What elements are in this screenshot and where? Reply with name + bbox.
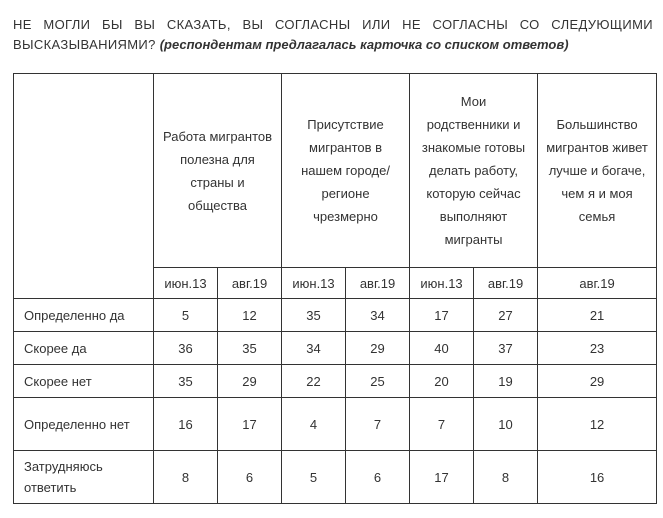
period-header: авг.19 <box>538 268 657 299</box>
table-cell: 16 <box>154 398 218 451</box>
question-text: НЕ МОГЛИ БЫ ВЫ СКАЗАТЬ, ВЫ СОГЛАСНЫ ИЛИ НЕ СОГЛАСНЫ СО СЛЕДУЮЩИМИ ВЫСКАЗЫВАНИЯМИ? <box>13 17 653 52</box>
table-cell: 6 <box>218 451 282 504</box>
table-cell: 7 <box>410 398 474 451</box>
table-cell: 5 <box>154 299 218 332</box>
table-cell: 34 <box>346 299 410 332</box>
header-corner <box>14 268 154 299</box>
table-cell: 29 <box>346 332 410 365</box>
table-cell: 12 <box>218 299 282 332</box>
table-cell: 35 <box>218 332 282 365</box>
row-label: Скорее нет <box>14 365 154 398</box>
table-cell: 16 <box>538 451 657 504</box>
table-cell: 35 <box>282 299 346 332</box>
statement-header: Большинство мигрантов живет лучше и богаче, чем я и моя семья <box>538 74 657 268</box>
row-label: Затрудняюсь ответить <box>14 451 154 504</box>
table-cell: 23 <box>538 332 657 365</box>
table-cell: 8 <box>474 451 538 504</box>
table-cell: 36 <box>154 332 218 365</box>
statement-header: Работа мигрантов полезна для страны и общества <box>154 74 282 268</box>
table-cell: 29 <box>538 365 657 398</box>
survey-table <box>13 73 657 504</box>
table-cell: 7 <box>346 398 410 451</box>
table-cell: 34 <box>282 332 346 365</box>
row-label: Определенно нет <box>14 398 154 451</box>
period-header: авг.19 <box>346 268 410 299</box>
table-row <box>14 299 657 332</box>
table-cell: 25 <box>346 365 410 398</box>
table-cell: 35 <box>154 365 218 398</box>
table-cell: 20 <box>410 365 474 398</box>
period-header: авг.19 <box>474 268 538 299</box>
table-cell: 40 <box>410 332 474 365</box>
table-row <box>14 398 657 451</box>
table-cell: 21 <box>538 299 657 332</box>
table-cell: 22 <box>282 365 346 398</box>
question-heading <box>13 15 653 55</box>
table-row <box>14 365 657 398</box>
table-cell: 19 <box>474 365 538 398</box>
table-cell: 5 <box>282 451 346 504</box>
table-row <box>14 451 657 504</box>
statement-header: Присутствие мигрантов в нашем городе/регионе чрезмерно <box>282 74 410 268</box>
table-cell: 17 <box>218 398 282 451</box>
row-label: Скорее да <box>14 332 154 365</box>
statements-header-row <box>14 74 657 268</box>
table-cell: 37 <box>474 332 538 365</box>
period-header: июн.13 <box>410 268 474 299</box>
table-cell: 10 <box>474 398 538 451</box>
table-row <box>14 332 657 365</box>
period-header: июн.13 <box>154 268 218 299</box>
table-cell: 12 <box>538 398 657 451</box>
question-note: (респондентам предлагалась карточка со списком ответов) <box>159 37 569 52</box>
statement-header: Мои родственники и знакомые готовы делать работу, которую сейчас выполняют мигранты <box>410 74 538 268</box>
table-cell: 29 <box>218 365 282 398</box>
table-cell: 6 <box>346 451 410 504</box>
table-cell: 17 <box>410 299 474 332</box>
header-corner <box>14 74 154 268</box>
table-cell: 8 <box>154 451 218 504</box>
table-cell: 17 <box>410 451 474 504</box>
period-header: авг.19 <box>218 268 282 299</box>
periods-header-row <box>14 268 657 299</box>
table-cell: 27 <box>474 299 538 332</box>
table-cell: 4 <box>282 398 346 451</box>
period-header: июн.13 <box>282 268 346 299</box>
row-label: Определенно да <box>14 299 154 332</box>
